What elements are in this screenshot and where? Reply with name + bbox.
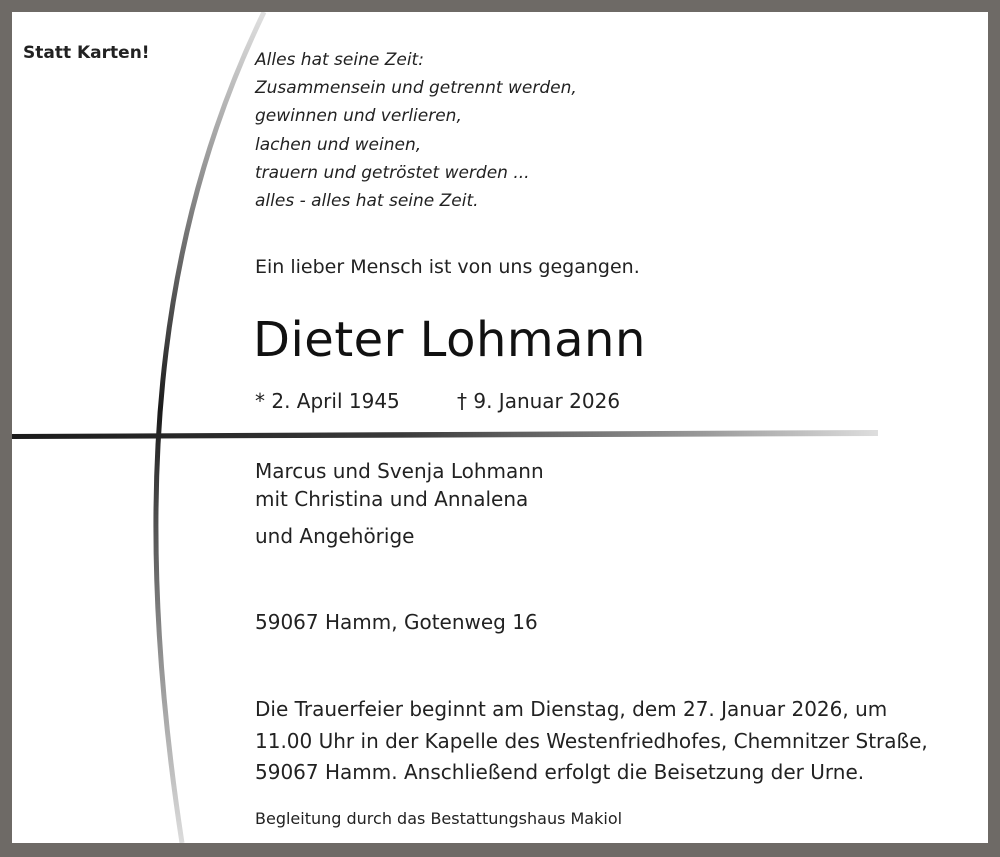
funeral-line: Die Trauerfeier beginnt am Dienstag, dem 27. Januar 2026, um <box>255 697 888 721</box>
poem-line: alles - alles hat seine Zeit. <box>255 191 479 212</box>
funeral-line: 11.00 Uhr in der Kapelle des Westenfriedhofes, Chemnitzer Straße, <box>255 728 928 753</box>
poem-line: Alles hat seine Zeit: <box>255 50 424 70</box>
family-line: mit Christina und Annalena <box>255 487 529 511</box>
deceased-name: Dieter Lohmann <box>253 312 646 368</box>
funeral-notice <box>255 694 928 789</box>
poem-line: gewinnen und verlieren, <box>255 106 462 127</box>
poem-line: lachen und weinen, <box>255 134 422 155</box>
intro-text: Ein lieber Mensch ist von uns gegangen. <box>255 256 640 278</box>
statt-karten-label: Statt Karten! <box>23 43 150 63</box>
address: 59067 Hamm, Gotenweg 16 <box>255 610 538 634</box>
funeral-home-note: Begleitung durch das Bestattungshaus Makiol <box>255 809 623 828</box>
poem <box>255 46 577 215</box>
death-date: † 9. Januar 2026 <box>457 389 621 413</box>
poem-line: trauern und getröstet werden ... <box>255 162 530 183</box>
cross-vertical-beam <box>156 12 264 843</box>
poem-line: Zusammensein und getrennt werden, <box>255 78 577 99</box>
family-line: und Angehörige <box>255 524 415 548</box>
cross-horizontal-beam <box>12 430 878 439</box>
funeral-line: 59067 Hamm. Anschließend erfolgt die Beisetzung der Urne. <box>255 760 865 784</box>
family-line: Marcus und Svenja Lohmann <box>255 459 544 483</box>
birth-date: * 2. April 1945 <box>255 389 400 413</box>
